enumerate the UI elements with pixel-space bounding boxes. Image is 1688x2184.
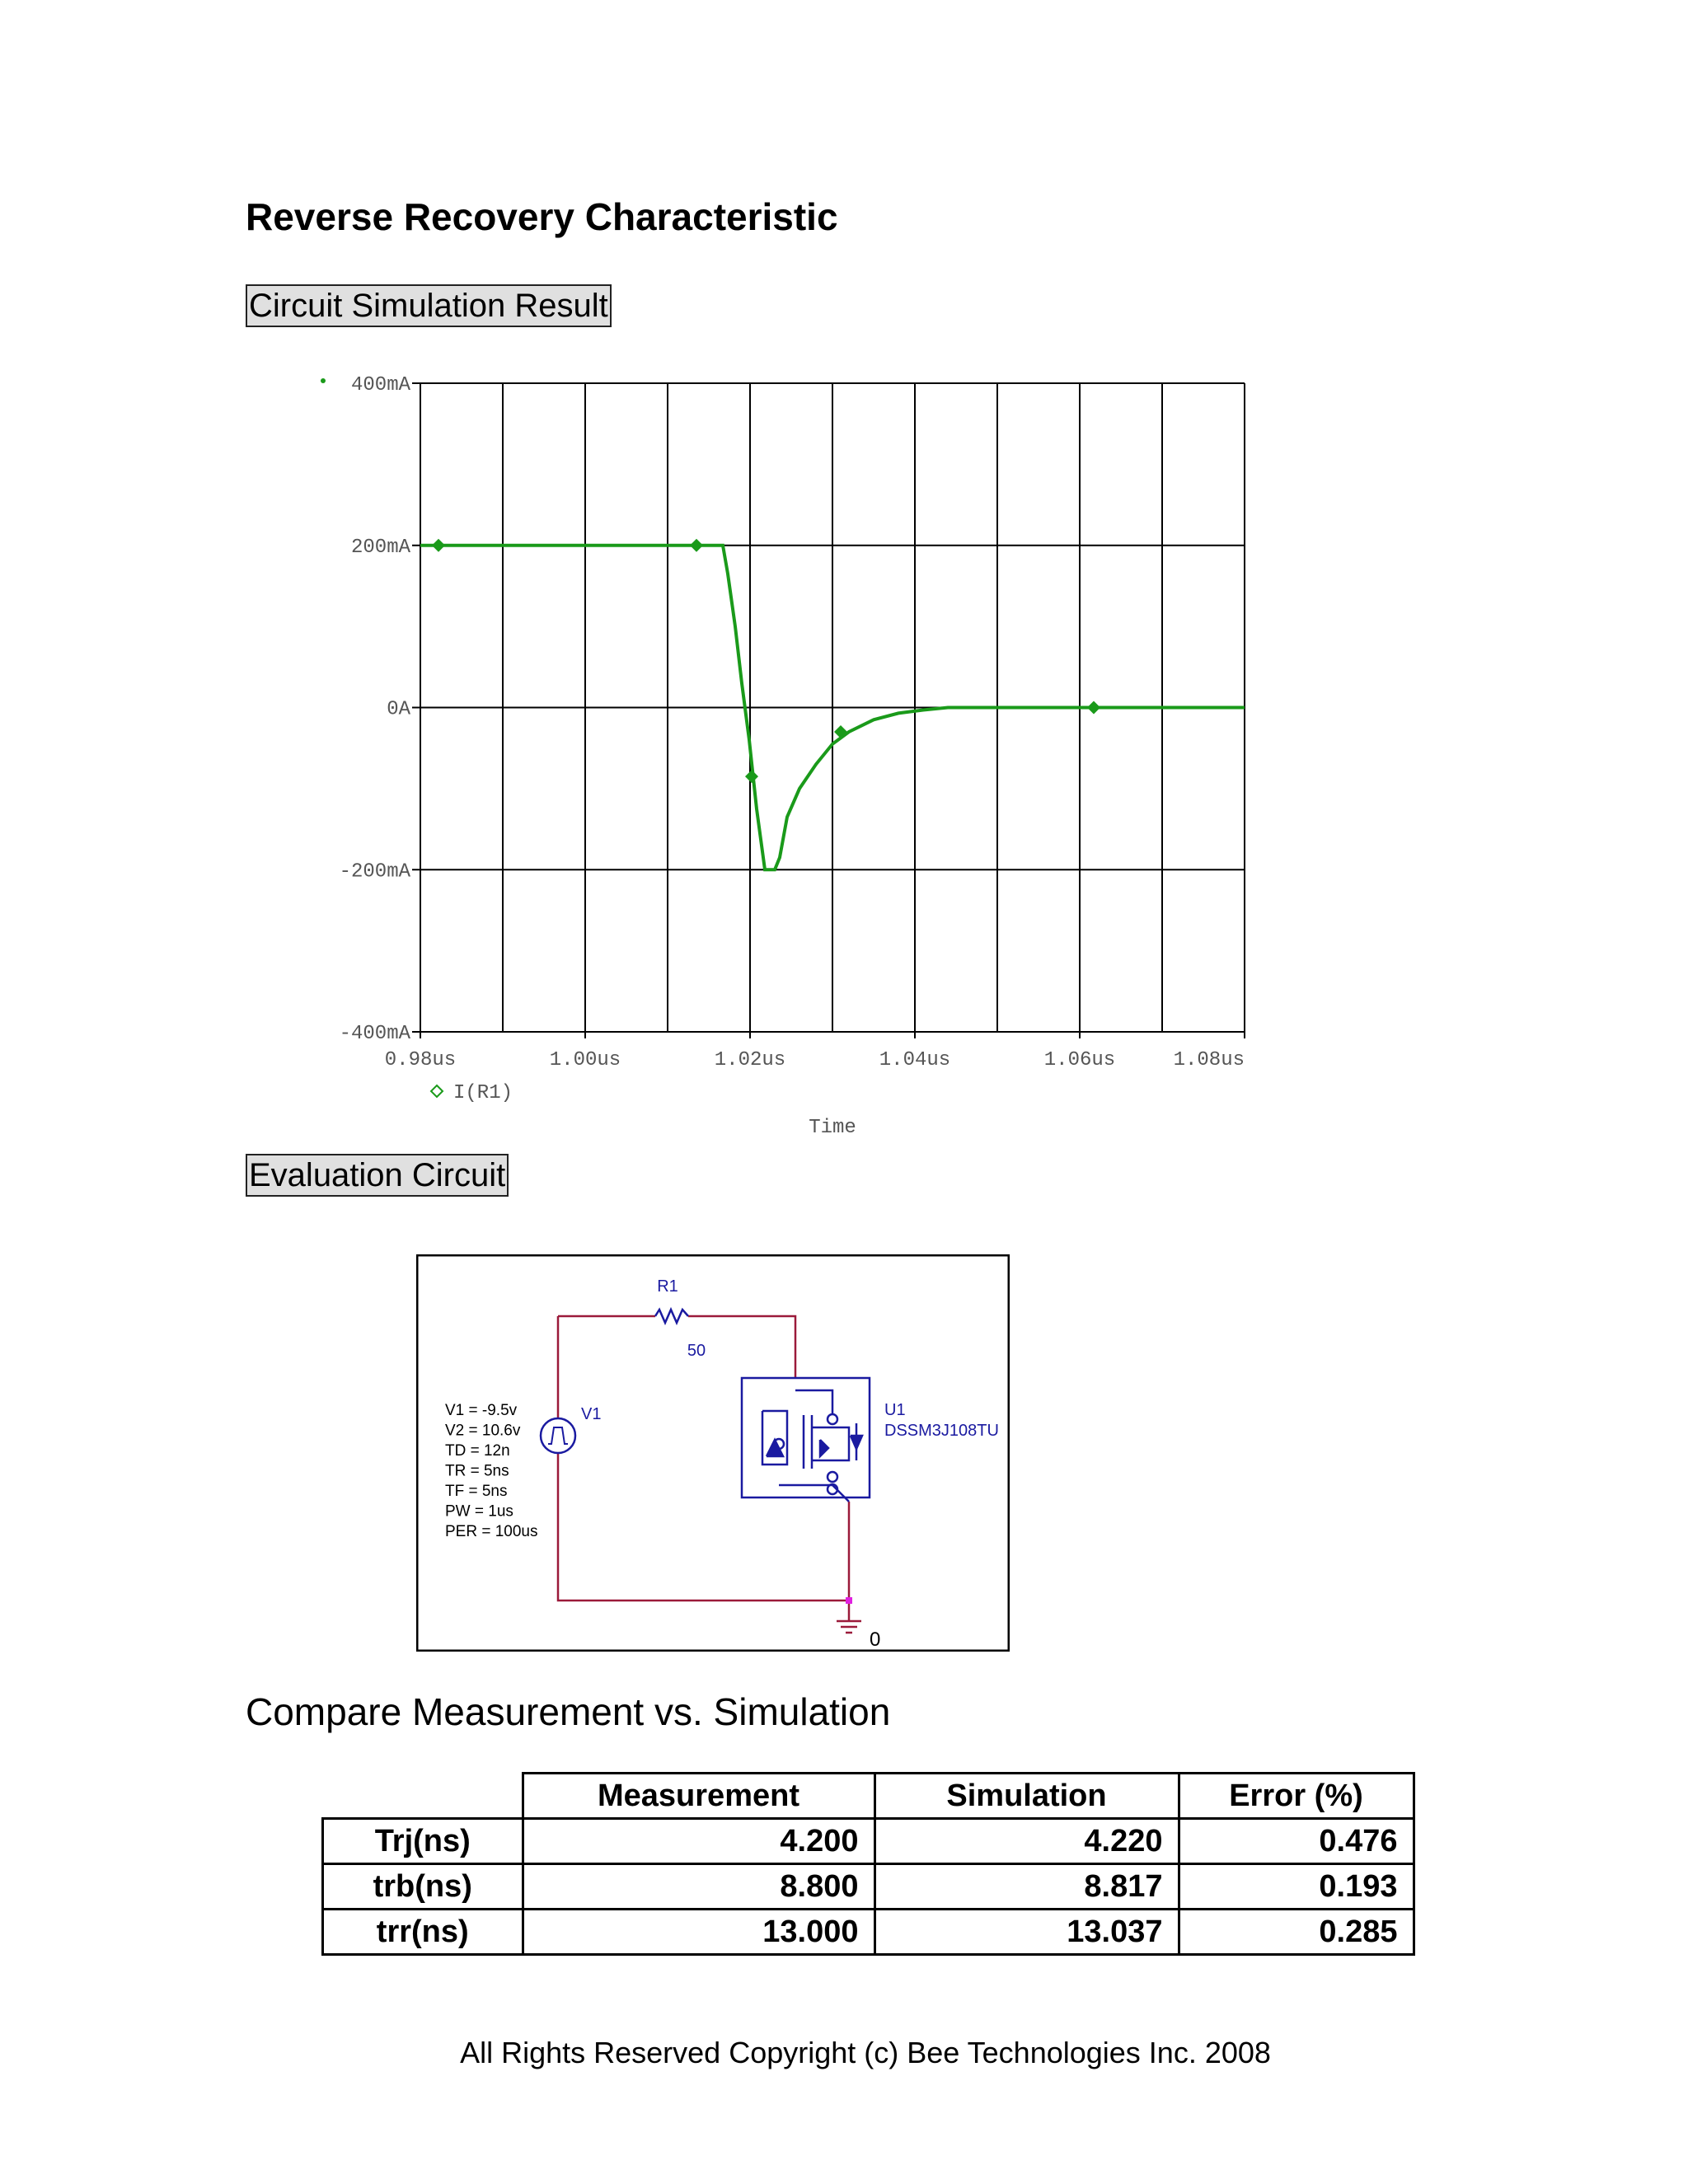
chart-legend [431, 1082, 513, 1104]
source-param-line: PW = 1us [445, 1502, 513, 1521]
source-param-line: TD = 12n [445, 1442, 510, 1460]
x-tick-label: 1.06us [1043, 1049, 1116, 1071]
chart-y-ticks [340, 374, 420, 1045]
compare-title: Compare Measurement vs. Simulation [246, 1690, 891, 1733]
source-param-line: V1 = -9.5v [445, 1402, 518, 1419]
table-row [323, 1910, 1414, 1955]
results-table [321, 1772, 1415, 1956]
source-param-line: TR = 5ns [445, 1462, 509, 1480]
row-label: Trj(ns) [323, 1819, 523, 1864]
x-tick-label: 1.04us [879, 1049, 951, 1071]
col-header-measurement: Measurement [523, 1774, 874, 1819]
y-tick-label: 0A [387, 698, 410, 721]
series-marker [1087, 701, 1100, 715]
y-tick-label: 200mA [350, 536, 410, 559]
y-tick-label: 400mA [350, 374, 410, 396]
device-part: DSSM3J108TU [884, 1422, 999, 1440]
cell-measurement: 4.200 [523, 1819, 874, 1864]
cell-simulation: 13.037 [874, 1910, 1179, 1955]
col-header-simulation: Simulation [874, 1774, 1179, 1819]
x-tick-label: 1.08us [1173, 1049, 1245, 1071]
cell-error: 0.193 [1179, 1864, 1414, 1910]
x-tick-label: 1.00us [549, 1049, 621, 1071]
table-corner-cell [323, 1774, 523, 1819]
cell-error: 0.285 [1179, 1910, 1414, 1955]
cell-simulation: 8.817 [874, 1864, 1179, 1910]
source-param-line: PER = 100us [445, 1523, 538, 1540]
device-ref: U1 [884, 1401, 906, 1419]
cell-measurement: 13.000 [523, 1910, 874, 1955]
chart-x-ticks [385, 1032, 1245, 1071]
ground-node-dot [846, 1597, 852, 1604]
table-header-row [323, 1774, 1414, 1819]
x-tick-label: 0.98us [384, 1049, 457, 1071]
series-marker [432, 539, 445, 552]
row-label: trb(ns) [323, 1864, 523, 1910]
table-row [323, 1819, 1414, 1864]
page-title: Reverse Recovery Characteristic [246, 195, 838, 238]
y-tick-label: -400mA [339, 1023, 410, 1045]
y-tick-label: -200mA [339, 860, 410, 883]
r1-value: 50 [687, 1342, 706, 1360]
r1-label: R1 [657, 1277, 678, 1296]
cell-measurement: 8.800 [523, 1864, 874, 1910]
source-param-line: TF = 5ns [445, 1483, 508, 1500]
row-label: trr(ns) [323, 1910, 523, 1955]
section-heading-evaluation: Evaluation Circuit [246, 1154, 509, 1197]
evaluation-circuit [416, 1254, 1010, 1652]
source-label: V1 [581, 1405, 602, 1423]
waveform-chart [313, 363, 1269, 1154]
table-row [323, 1864, 1414, 1910]
series-markers [432, 539, 1100, 783]
series-marker [745, 770, 758, 783]
x-tick-label: 1.02us [714, 1049, 786, 1071]
section-heading-simulation: Circuit Simulation Result [246, 284, 612, 327]
legend-label: I(R1) [453, 1082, 513, 1104]
cell-error: 0.476 [1179, 1819, 1414, 1864]
col-header-error: Error (%) [1179, 1774, 1414, 1819]
x-axis-label: Time [809, 1117, 856, 1139]
corner-dot [321, 378, 326, 383]
source-param-line: V2 = 10.6v [445, 1422, 521, 1440]
series-marker [690, 539, 703, 552]
legend-marker-icon [431, 1085, 443, 1097]
ground-label: 0 [870, 1629, 881, 1651]
copyright-footer: All Rights Reserved Copyright (c) Bee Technologies Inc. 2008 [460, 2036, 1271, 2069]
cell-simulation: 4.220 [874, 1819, 1179, 1864]
